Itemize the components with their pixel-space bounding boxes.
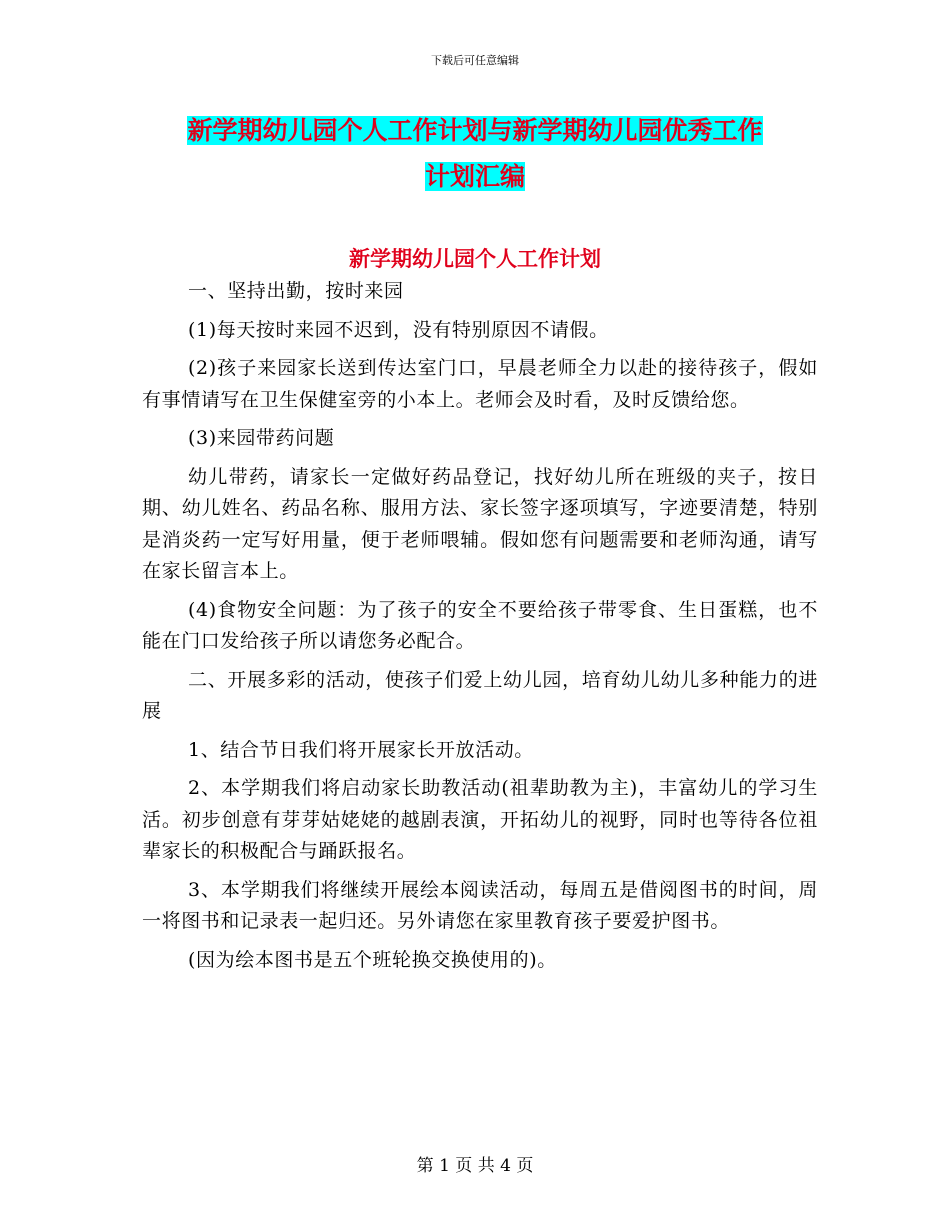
document-body: [142, 276, 818, 983]
paragraph: (1)每天按时来园不迟到，没有特别原因不请假。: [188, 318, 609, 341]
document-title-line-2: 计划汇编: [424, 162, 525, 191]
paragraph: (4)食物安全问题：为了孩子的安全不要给孩子带零食、生日蛋糕，也不能在门口发给孩子所以请您务必配合。: [142, 598, 818, 652]
document-title: [140, 108, 810, 200]
paragraph: (2)孩子来园家长送到传达室门口，早晨老师全力以赴的接待孩子，假如有事情请写在卫生保健室旁的小本上。老师会及时看，及时反馈给您。: [142, 357, 818, 411]
document-title-line-1: 新学期幼儿园个人工作计划与新学期幼儿园优秀工作: [187, 116, 763, 145]
paragraph: 二、开展多彩的活动，使孩子们爱上幼儿园，培育幼儿幼儿多种能力的进展: [142, 668, 818, 722]
header-note: 下载后可任意编辑: [431, 54, 519, 67]
section-title: 新学期幼儿园个人工作计划: [349, 247, 601, 271]
paragraph: 幼儿带药，请家长一定做好药品登记，找好幼儿所在班级的夹子，按日期、幼儿姓名、药品名称、服用方法、家长签字逐项填写，字迹要清楚，特别是消炎药一定写好用量，便于老师喂辅。假如您有问题需要和老师沟通，请写在家长留言本上。: [142, 465, 818, 582]
paragraph: 2、本学期我们将启动家长助教活动(祖辈助教为主)，丰富幼儿的学习生活。初步创意有芽芽姑姥姥的越剧表演，开拓幼儿的视野，同时也等待各位祖辈家长的积极配合与踊跃报名。: [142, 777, 818, 862]
paragraph: 1、结合节日我们将开展家长开放活动。: [188, 738, 534, 761]
paragraph: 一、坚持出勤，按时来园: [188, 280, 404, 302]
paragraph: (3)来园带药问题: [188, 427, 335, 449]
paragraph: (因为绘本图书是五个班轮换交换使用的)。: [188, 948, 557, 971]
page-number: 第 1 页 共 4 页: [416, 1156, 534, 1176]
paragraph: 3、本学期我们将继续开展绘本阅读活动，每周五是借阅图书的时间，周一将图书和记录表一起归还。另外请您在家里教育孩子要爱护图书。: [142, 878, 818, 932]
